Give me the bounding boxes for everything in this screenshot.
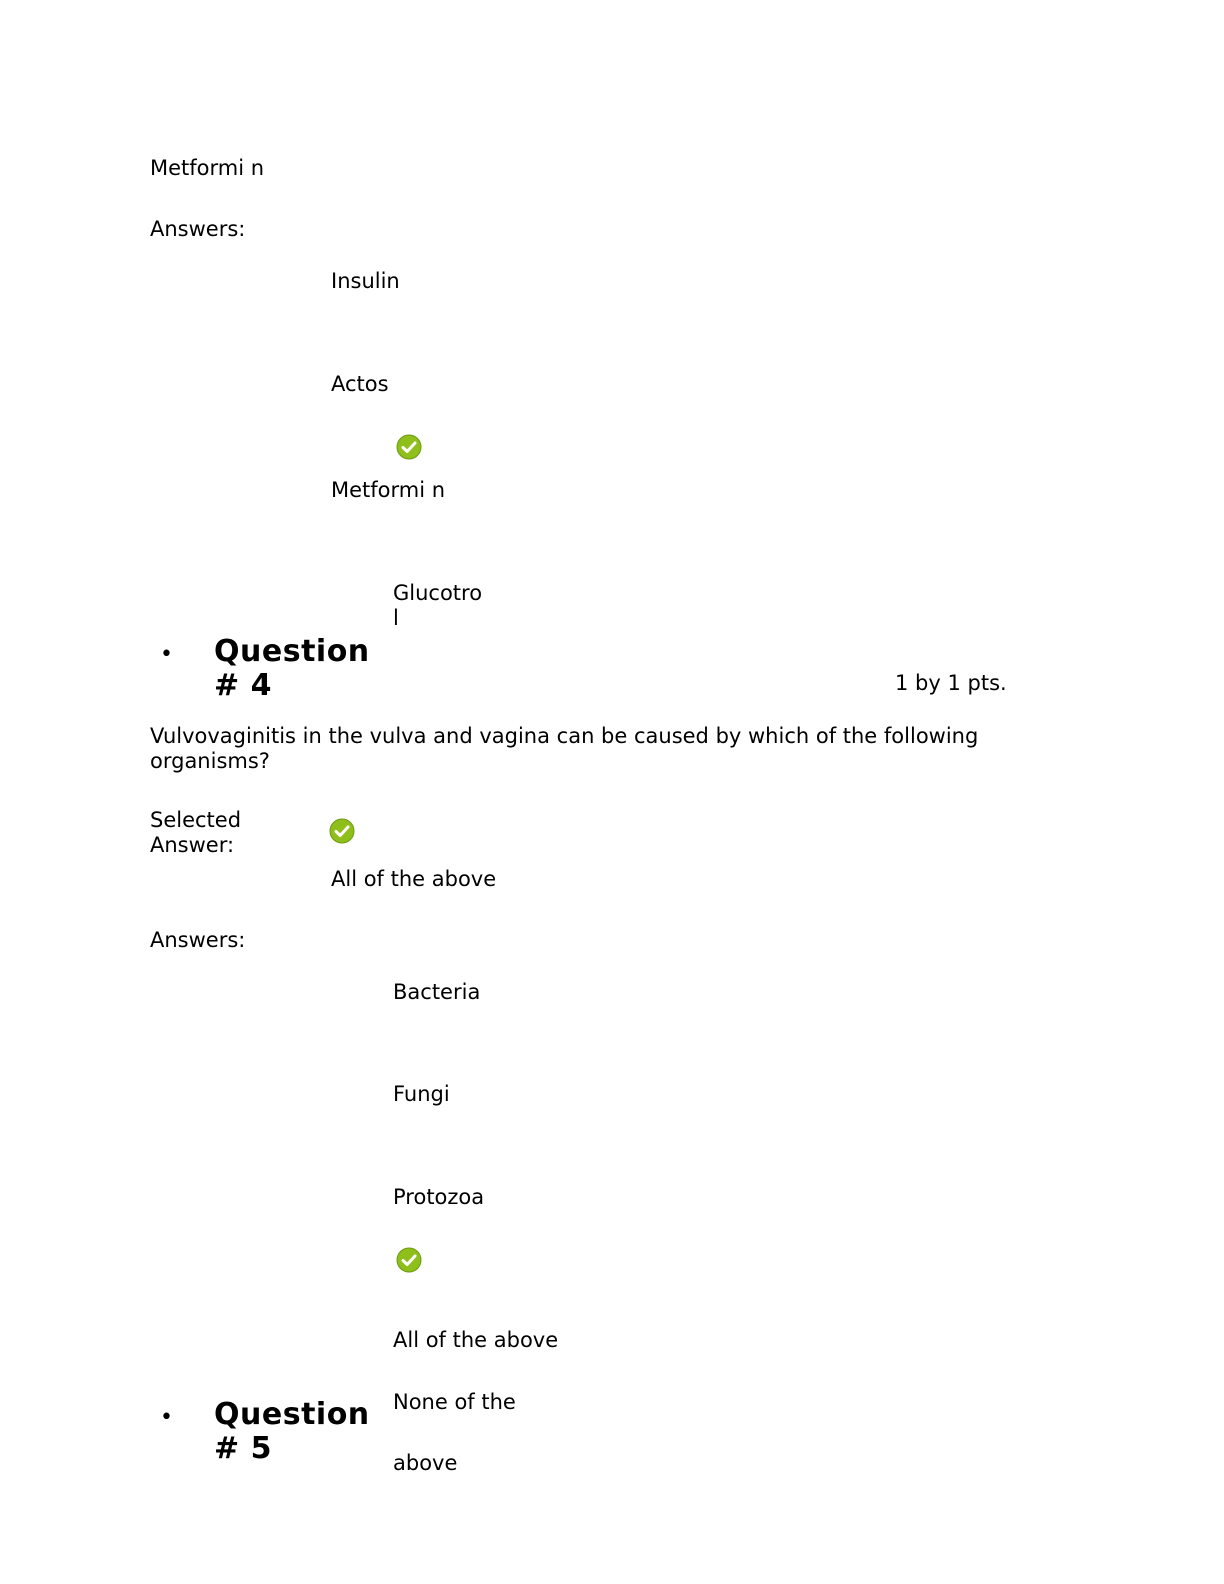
question-bullet: •	[160, 1405, 173, 1430]
answer-option: Protozoa	[393, 1185, 485, 1209]
answer-option: Glucotro	[393, 581, 483, 605]
answer-option: Insulin	[331, 269, 400, 293]
answer-option-correct: All of the above	[393, 1328, 559, 1352]
selected-answer-text: All of the above	[331, 867, 497, 891]
question-number: # 4	[214, 668, 272, 703]
answer-option: Fungi	[393, 1082, 450, 1106]
answer-option-wrap: l	[393, 606, 399, 630]
question-prompt: organisms?	[150, 749, 270, 773]
answer-option: Actos	[331, 372, 389, 396]
question-number: # 5	[214, 1431, 272, 1466]
question-prompt: Vulvovaginitis in the vulva and vagina can be caused by which of the following	[150, 724, 979, 748]
check-circle-icon	[396, 434, 422, 460]
answers-label: Answers:	[150, 217, 246, 241]
question-title: Question	[214, 634, 370, 669]
selected-answer-text: Metformi n	[150, 156, 265, 180]
question-points: 1 by 1 pts.	[895, 671, 1007, 695]
selected-answer-label: Answer:	[150, 833, 235, 857]
answer-option-correct: Metformi n	[331, 478, 446, 502]
answers-label: Answers:	[150, 928, 246, 952]
question-title: Question	[214, 1397, 370, 1432]
answer-option: Bacteria	[393, 980, 481, 1004]
selected-answer-label: Selected	[150, 808, 242, 832]
answer-option: None of the	[393, 1390, 516, 1414]
check-circle-icon	[329, 818, 355, 844]
answer-option-wrap: above	[393, 1451, 458, 1475]
check-circle-icon	[396, 1247, 422, 1273]
question-bullet: •	[160, 642, 173, 667]
